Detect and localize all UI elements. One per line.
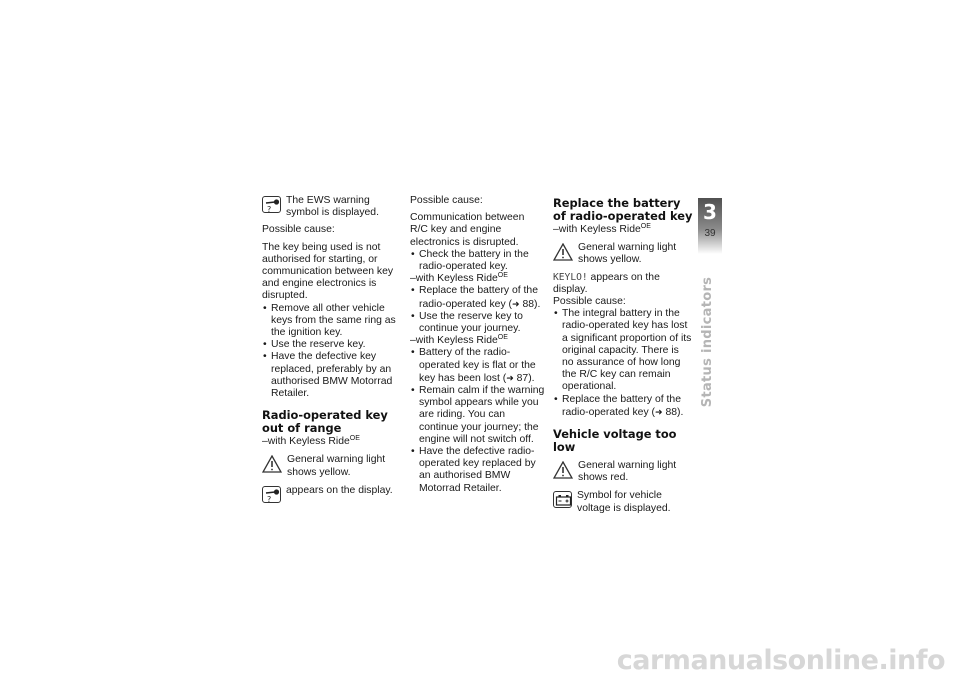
- list-item: • Replace the battery of the radio-operated key (➜ 88).: [410, 285, 545, 310]
- ews-row: [262, 195, 402, 219]
- arrow-right-icon: ➜: [506, 372, 514, 383]
- warning-row: [262, 454, 402, 478]
- list-item: • Battery of the radio-operated key is flat or the key has been lost (➜ 87).: [410, 347, 545, 385]
- list-item: • Check the battery in the radio-operated key.: [410, 249, 545, 273]
- list-item: • Have the defective key replaced, preferably by an authorised BMW Motorrad Retailer.: [262, 351, 402, 400]
- cause-text: Communication between R/C key and engine electronics is disrupted.: [410, 212, 525, 248]
- battery-text: Symbol for vehicle voltage is displayed.: [577, 490, 671, 514]
- battery-row: [553, 490, 693, 514]
- column-3: [553, 195, 693, 515]
- oe-label: OE: [497, 334, 508, 342]
- list-item: • The integral battery in the radio-operated key has lost a significant proportion of its original capacity. There is no assurance of how long the R/C key can remain operational.: [553, 308, 693, 393]
- watermark: carmanualsonline.info: [616, 645, 945, 676]
- warning-triangle-icon: [553, 461, 573, 479]
- chapter-number: 3: [703, 200, 717, 224]
- ews-text: The EWS warning symbol is displayed.: [286, 195, 379, 219]
- keylo-text: appears on the display.: [553, 271, 660, 295]
- possible-cause-label: Possible cause:: [410, 195, 483, 206]
- keyless-note: [410, 335, 545, 347]
- list-item: • Remain calm if the warning symbol appears while you are riding. You can continue your journey; the engine will not switch off.: [410, 385, 545, 446]
- display-row: [262, 485, 402, 503]
- keyless-note: [262, 436, 402, 448]
- list-item: • Replace the battery of the radio-operated key (➜ 88).: [553, 394, 693, 419]
- possible-cause-label: Possible cause:: [553, 296, 626, 308]
- warning-triangle-icon: [553, 243, 573, 261]
- heading-out-of-range: Radio-operated key out of range: [262, 408, 388, 436]
- svg-text:?: ?: [267, 494, 272, 504]
- warning-text: General warning light shows yellow.: [578, 242, 677, 266]
- keyless-note: [553, 224, 693, 236]
- list-item-text: Replace the battery of the radio-operated key (: [419, 285, 538, 310]
- oe-label: OE: [497, 272, 508, 280]
- list-item: • Remove all other vehicle keys from the same ring as the ignition key.: [262, 303, 402, 340]
- oe-label: OE: [640, 223, 651, 230]
- arrow-right-icon: ➜: [655, 406, 663, 417]
- keylo-line: [553, 272, 693, 296]
- page-ref[interactable]: 87: [516, 372, 529, 384]
- oe-label: OE: [349, 435, 360, 443]
- page-number: 39: [704, 228, 716, 239]
- heading-voltage-low: Vehicle voltage too low: [553, 427, 677, 455]
- battery-icon: [553, 491, 572, 508]
- display-text: appears on the display.: [286, 484, 393, 496]
- key-question-icon: [262, 196, 281, 213]
- warning-red-text: General warning light shows red.: [578, 460, 677, 484]
- keylo-code: KEYLO!: [553, 271, 588, 283]
- chapter-title: Status indicators: [700, 276, 715, 408]
- keyless-label: with Keyless Ride: [415, 335, 498, 347]
- svg-text:?: ?: [267, 205, 272, 214]
- arrow-right-icon: ➜: [512, 298, 520, 309]
- key-question-icon: [262, 486, 281, 503]
- page-ref[interactable]: 88: [522, 298, 534, 310]
- possible-cause-label: Possible cause:: [262, 224, 335, 236]
- column-1: [262, 195, 402, 503]
- warning-row: [553, 242, 693, 266]
- column-2: [410, 195, 545, 495]
- list-item: • Have the defective radio-operated key replaced by an authorised BMW Motorrad Retailer.: [410, 446, 545, 495]
- keyless-label: with Keyless Ride: [267, 436, 350, 448]
- keyless-label: with Keyless Ride: [415, 273, 498, 285]
- keyless-label: with Keyless Ride: [558, 224, 641, 235]
- keyless-note: [410, 273, 545, 285]
- warning-triangle-icon: [262, 455, 282, 473]
- list-item: • Use the reserve key to continue your journey.: [410, 311, 545, 335]
- warning-text: General warning light shows yellow.: [287, 454, 386, 478]
- page-ref[interactable]: 88: [665, 406, 677, 418]
- cause-text: The key being used is not authorised for starting, or communication between key and engine electronics is disrupted.: [262, 241, 394, 302]
- list-item-text: Replace the battery of the radio-operated key (: [562, 393, 681, 418]
- list-item-text: Battery of the radio-operated key is flat or the key has been lost (: [419, 347, 536, 384]
- warning-red-row: [553, 460, 693, 484]
- heading-replace-battery: Replace the battery of radio-operated key: [553, 196, 693, 223]
- list-item: • Use the reserve key.: [262, 339, 402, 351]
